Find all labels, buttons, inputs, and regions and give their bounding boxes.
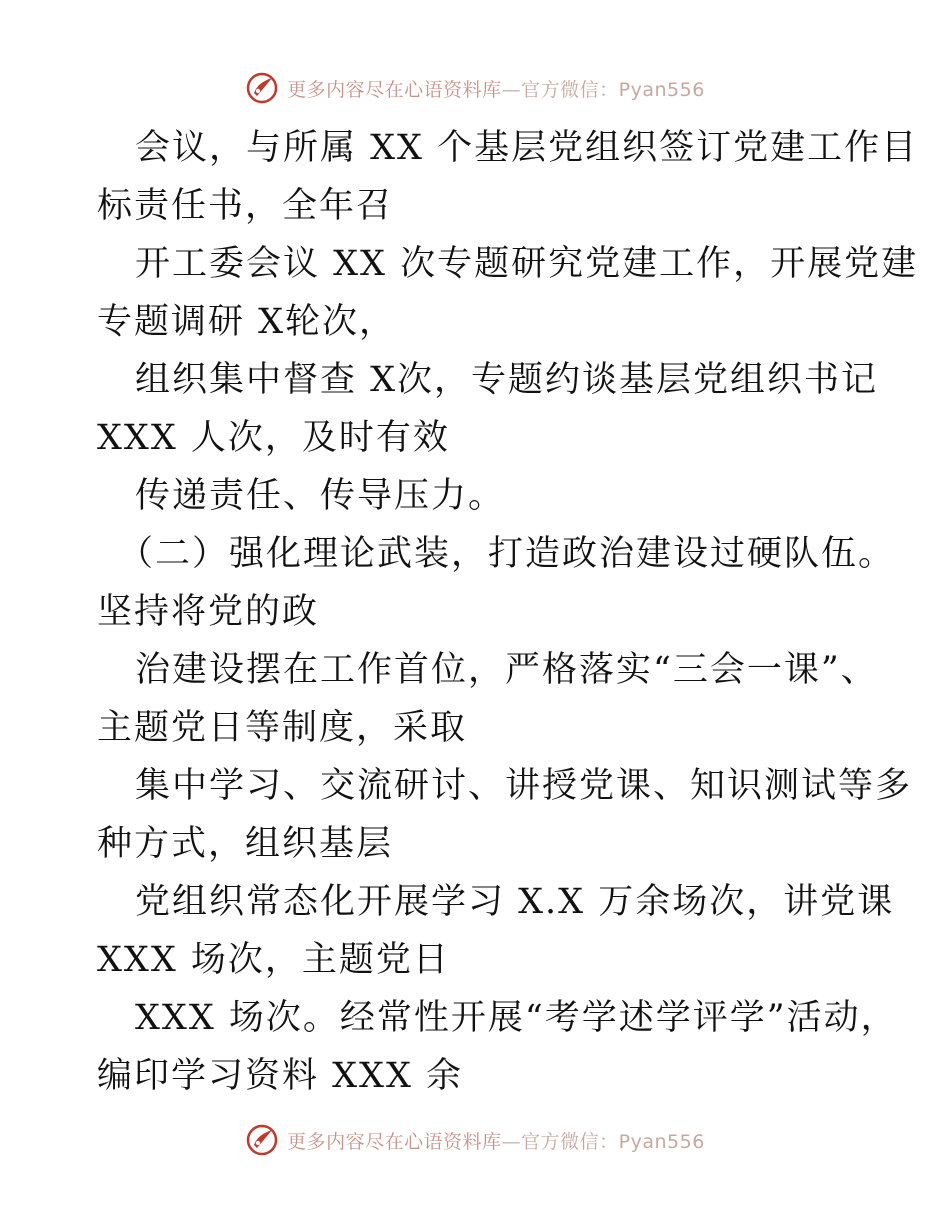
text-line: 标责任书，全年召	[97, 186, 394, 226]
text-line: XXX 场次，主题党日	[97, 940, 450, 980]
text-line: 种方式，组织基层	[97, 824, 394, 864]
text-line: 会议，与所属 XX 个基层党组织签订党建工作目	[135, 128, 919, 168]
text-line: 党组织常态化开展学习 X.X 万余场次，讲党课	[135, 882, 895, 922]
footer-watermark	[0, 1120, 950, 1160]
logo-icon	[245, 71, 279, 105]
text-line: 坚持将党的政	[97, 592, 320, 632]
watermark-main: 更多内容尽在心语资料库	[287, 78, 502, 101]
watermark-main: 更多内容尽在心语资料库	[287, 1130, 502, 1153]
text-line: 组织集中督查 X次，专题约谈基层党组织书记	[135, 360, 879, 400]
section-heading: （二）强化理论武装，打造政治建设过硬队伍。	[118, 534, 896, 574]
text-line: 传递责任、传导压力。	[135, 476, 506, 516]
logo-icon	[245, 1123, 279, 1157]
header-watermark	[0, 68, 950, 108]
text-line: 编印学习资料 XXX 余	[97, 1056, 464, 1096]
watermark-text	[287, 1127, 705, 1154]
text-line: 主题党日等制度，采取	[97, 708, 468, 748]
text-line: XXX 场次。经常性开展“考学述学评学”活动，	[135, 998, 898, 1038]
text-line: 开工委会议 XX 次专题研究党建工作，开展党建	[135, 244, 919, 284]
watermark-separator: —	[501, 1130, 522, 1153]
text-line: XXX 人次，及时有效	[97, 418, 450, 458]
text-line: 专题调研 X轮次，	[97, 302, 397, 342]
text-line: 治建设摆在工作首位，严格落实“三会一课”、	[135, 650, 878, 690]
watermark-contact: 官方微信：Pyan556	[521, 78, 705, 101]
text-line: 集中学习、交流研讨、讲授党课、知识测试等多	[135, 766, 913, 806]
watermark-contact: 官方微信：Pyan556	[521, 1130, 705, 1153]
watermark-text	[287, 75, 705, 102]
watermark-separator: —	[501, 78, 522, 101]
